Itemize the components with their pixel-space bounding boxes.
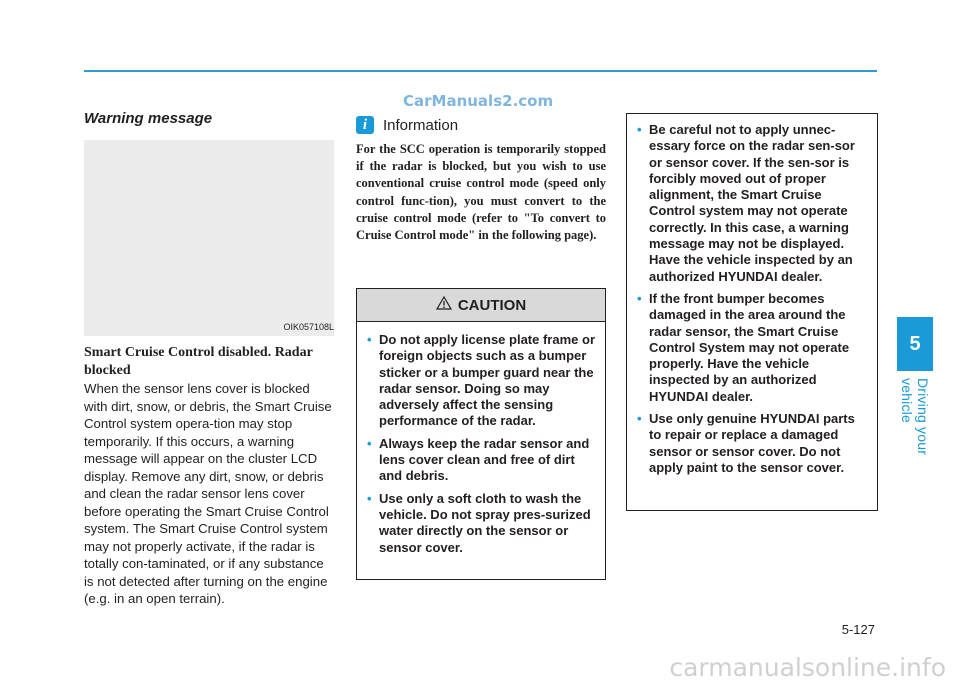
page-number: 5-127 <box>841 622 875 637</box>
section-title: Warning message <box>84 110 213 127</box>
bullet-icon: • <box>367 435 372 451</box>
list-item <box>367 491 597 556</box>
warning-body-text: When the sensor lens cover is blocked with dirt, snow, or debris, the Smart Cruise Control system opera-tion may stop temporarily. If this occurs, a warning message will appear on the cluster LCD display. Remove any dirt, snow, or debris and clean the radar sensor lens cover before operating the Smart Cruise Control system. The Smart Cruise Control system may not properly activate, if the radar is totally con-taminated, or if any substance is not detected after turning on the engine (e.g. in an open terrain). <box>84 381 332 606</box>
list-item-text: If the front bumper becomes damaged in the area around the radar sensor, the Smart Cruise Control System may not operate properly. Have the vehicle inspected by an authorized HYUNDAI dealer. <box>649 290 850 404</box>
warning-subtitle: Smart Cruise Control disabled. Radar blocked <box>84 345 313 378</box>
list-item-text: Be careful not to apply unnec-essary force on the radar sen-sor or sensor cover. If the sen-sor is forcibly moved out of proper alignment, the Smart Cruise Control system may not operate correctly. In this case, a warning message may not be displayed. Have the vehicle inspected by an authorized HYUNDAI dealer. <box>649 122 855 284</box>
bullet-icon: • <box>367 332 372 347</box>
list-item <box>637 291 869 405</box>
caution-list <box>357 322 605 556</box>
cluster-warning-image <box>84 140 334 336</box>
figure-code: OIK057108L <box>283 322 334 332</box>
caution-box <box>356 288 606 580</box>
chapter-title: Driving your vehicle <box>899 378 931 456</box>
header-rule <box>84 70 877 72</box>
bullet-icon: • <box>637 122 642 137</box>
bullet-icon: • <box>367 490 372 506</box>
information-heading <box>356 116 458 134</box>
caution-title: CAUTION <box>457 296 527 314</box>
information-text <box>356 141 606 244</box>
bullet-icon: • <box>637 411 642 427</box>
information-title: Information <box>383 116 459 134</box>
footer-watermark: carmanualsonline.info <box>669 653 946 682</box>
list-item-text: Always keep the radar sensor and lens cover clean and free of dirt and debris. <box>379 435 590 484</box>
warning-body <box>84 380 334 608</box>
info-icon: i <box>356 116 374 134</box>
warning-triangle-icon <box>436 296 452 314</box>
bullet-icon: • <box>637 290 642 306</box>
list-item-text: Use only a soft cloth to wash the vehicle. Do not spray pres-surized water directly on the sensor or sensor cover. <box>379 490 591 555</box>
information-paragraph: For the SCC operation is temporarily stopped if the radar is blocked, but you wish to use conventional cruise control mode (speed only control func-tion), you must convert to the cruise control mode (refer to "To convert to Cruise Control mode" in the following page). <box>356 142 606 243</box>
list-item <box>637 122 869 285</box>
list-item <box>637 411 869 476</box>
list-item <box>367 436 597 485</box>
list-item-text: Do not apply license plate frame or foreign objects such as a bumper sticker or a bumper guard near the radar sensor. Doing so may adversely affect the sensing performance of the radar. <box>379 332 595 429</box>
caution-continued-list <box>627 114 877 476</box>
list-item <box>367 332 597 430</box>
caution-header <box>357 289 605 322</box>
list-item-text: Use only genuine HYUNDAI parts to repair or replace a damaged sensor or sensor cover. Do not apply paint to the sensor cover. <box>649 411 855 475</box>
caution-continued-box <box>626 113 878 511</box>
chapter-number-tab: 5 <box>897 317 933 371</box>
watermark-text: CarManuals2.com <box>403 92 554 110</box>
